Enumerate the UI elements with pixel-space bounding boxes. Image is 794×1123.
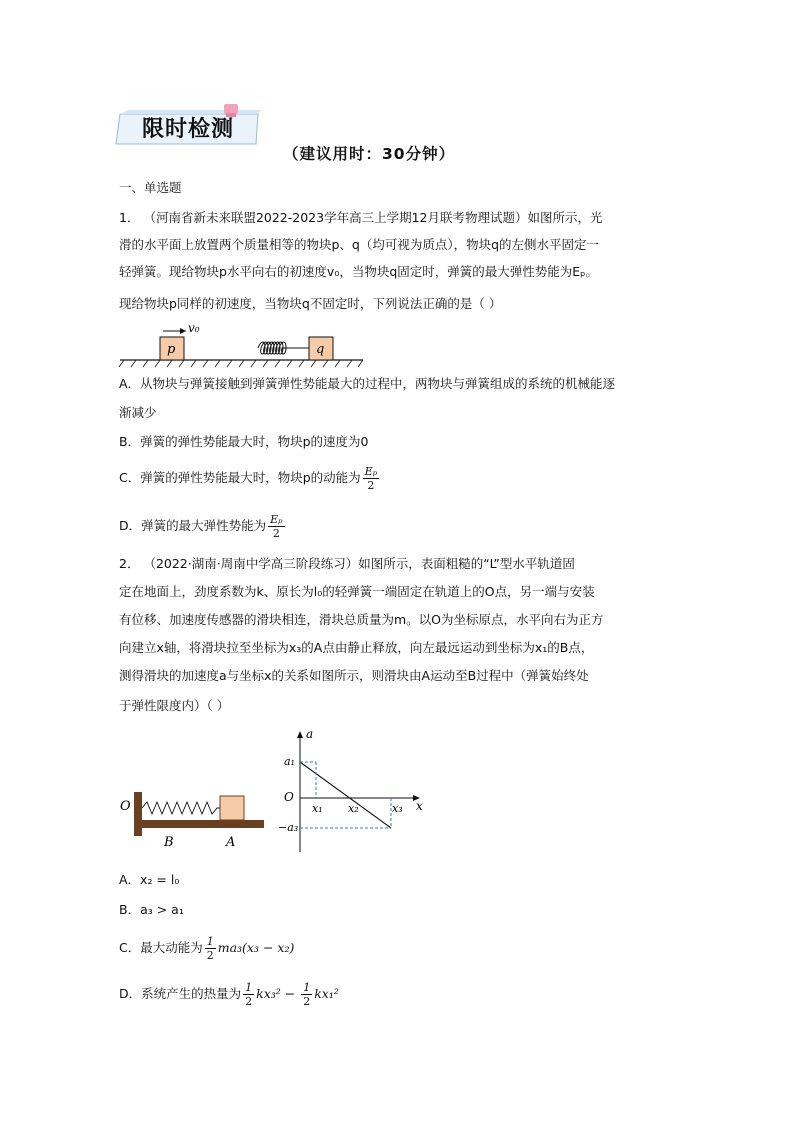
- q2-track-figure: [118, 784, 268, 850]
- q1-option-a-2: 渐减少: [119, 405, 157, 420]
- a-axis-label: a: [306, 728, 314, 741]
- q1-option-a-1: A．从物块与弹簧接触到弹簧弹性势能最大的过程中，两物块与弹簧组成的系统的机械能逐: [119, 376, 616, 391]
- q2-line-6: 于弹性限度内）（ ）: [119, 698, 230, 713]
- x2-label: x₂: [348, 802, 359, 815]
- q2-line-1: [119, 556, 679, 572]
- fraction: [363, 465, 379, 492]
- q1-figure: [118, 320, 368, 370]
- q2-line-3: 有位移、加速度传感器的滑块相连，滑块总质量为m。以O为坐标原点，水平向右为正方: [119, 612, 604, 627]
- q2-option-d-term1: kx₃²: [256, 986, 281, 1001]
- q2-line-2: 定在地面上，劲度系数为k、原长为l₀的轻弹簧一端固定在轨道上的O点，另一端与安装: [119, 584, 595, 599]
- fraction: [243, 981, 254, 1008]
- q1-option-d-text: D．弹簧的最大弹性势能为: [119, 518, 267, 533]
- point-b-label: B: [164, 835, 174, 850]
- q1-line-2: 滑的水平面上放置两个质量相等的物块p、q（均可视为质点），物块q的左侧水平固定一: [119, 237, 600, 252]
- block-q-label: q: [316, 342, 325, 357]
- fraction-denominator: 2: [367, 479, 375, 492]
- q2-text-1: （2022·湖南·周南中学高三阶段练习）如图所示，表面粗糙的“L”型水平轨道固: [143, 556, 575, 571]
- track-base: [134, 820, 264, 828]
- fraction: [301, 981, 312, 1008]
- q1-line-4: 现给物块p同样的初速度，当物块q不固定时，下列说法正确的是（ ）: [119, 296, 502, 311]
- banner-title: 限时检测: [142, 117, 235, 142]
- q1-option-c-text: C．弹簧的弹性势能最大时，物块p的动能为: [119, 470, 361, 485]
- q1-line-1: [119, 210, 679, 226]
- graph-origin-label: O: [284, 790, 294, 804]
- spring: [258, 342, 309, 354]
- q2-option-a: A．x₂ = l₀: [119, 872, 180, 887]
- a3-label: −a₃: [278, 821, 299, 834]
- q2-line-4: 向建立x轴，将滑块拉至坐标为x₃的A点由静止释放，向左最远运动到坐标为x₁的B点，: [119, 640, 594, 655]
- section-heading: 一、单选题: [119, 180, 182, 195]
- x3-label: x₃: [392, 802, 403, 815]
- point-a-label: A: [226, 835, 236, 850]
- slider-block: [220, 796, 244, 820]
- fraction-denominator: 2: [272, 527, 280, 540]
- q1-option-b: B．弹簧的弹性势能最大时，物块p的速度为0: [119, 434, 369, 449]
- a1-label: a₁: [284, 755, 295, 768]
- q2-option-d-term2: kx₁²: [314, 986, 339, 1001]
- track-wall: [134, 792, 142, 836]
- q1-number: 1．: [119, 210, 140, 225]
- minus-sign: −: [280, 986, 300, 1001]
- x-axis-label: x: [416, 799, 423, 813]
- q2-option-c-expr: ma₃(x₃ − x₂): [217, 940, 295, 955]
- fraction-numerator: 1: [206, 935, 214, 948]
- fraction-denominator: 2: [245, 995, 253, 1008]
- fraction: [205, 935, 216, 962]
- fraction: [268, 513, 284, 540]
- q2-line-5: 测得滑块的加速度a与坐标x的关系如图所示，则滑块由A运动至B过程中（弹簧始终处: [119, 668, 589, 683]
- q1-option-d: [119, 510, 679, 542]
- fraction-denominator: 2: [303, 995, 311, 1008]
- a-x-line: [300, 762, 391, 828]
- block-p-label: p: [167, 342, 176, 357]
- fraction-denominator: 2: [206, 949, 214, 962]
- velocity-label: v₀: [188, 321, 200, 335]
- fraction-numerator: 1: [303, 981, 311, 994]
- x1-label: x₁: [312, 802, 323, 815]
- q1-option-c: [119, 462, 679, 494]
- q2-option-d: [119, 978, 679, 1010]
- q1-text-1: （河南省新未来联盟2022-2023学年高三上学期12月联考物理试题）如图所示，光: [143, 210, 603, 225]
- q2-ax-graph: [278, 728, 428, 856]
- q2-option-c: [119, 932, 679, 964]
- fraction-numerator: Eₚ: [364, 465, 378, 478]
- q1-line-3: 轻弹簧。现给物块p水平向右的初速度v₀，当物块q固定时，弹簧的最大弹性势能为Eₚ。: [119, 264, 599, 279]
- q2-option-c-text: C．最大动能为: [119, 940, 203, 955]
- q2-option-d-text: D．系统产生的热量为: [119, 986, 242, 1001]
- fraction-numerator: Eₚ: [270, 513, 283, 526]
- section-banner: [112, 104, 262, 150]
- suggested-time: （建议用时：30分钟）: [283, 145, 456, 163]
- fraction-numerator: 1: [245, 981, 253, 994]
- q2-number: 2．: [119, 556, 140, 571]
- origin-o-label: O: [120, 799, 131, 814]
- q2-option-b: B．a₃ > a₁: [119, 902, 184, 917]
- spring: [142, 802, 220, 814]
